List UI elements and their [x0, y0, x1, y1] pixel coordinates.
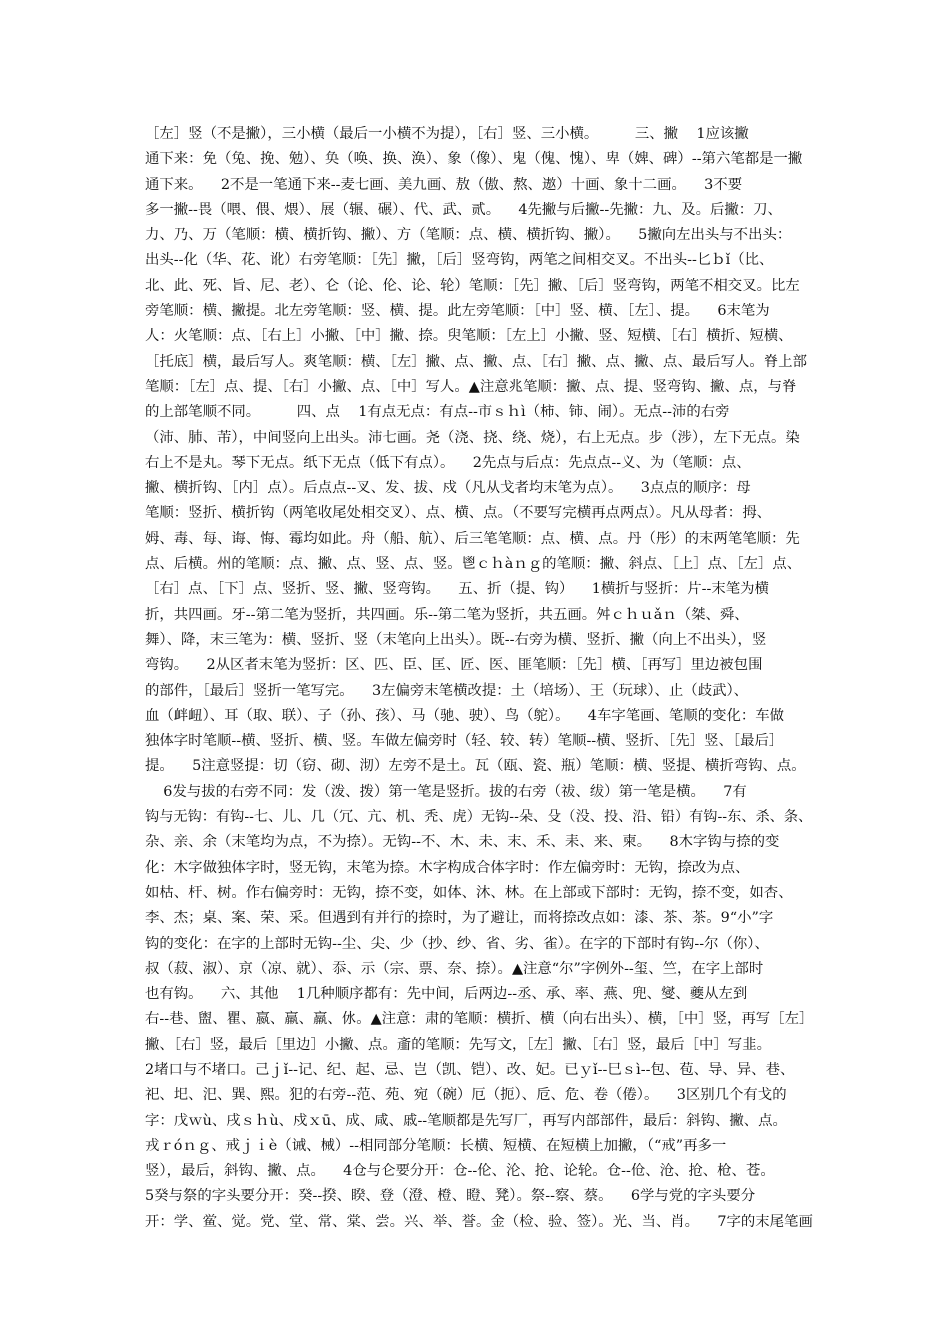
text-line: 折，共四画。牙--第二笔为竖折，共四画。乐--第二笔为竖折，共五画。舛ｃｈｕǎｎ（桀、舜、: [145, 606, 749, 623]
text-line: 钩与无钩：有钩--七、儿、几（冗、亢、机、秃、虎）无钩--朵、殳（没、投、沿、铅）有钩--东、杀、条、: [145, 809, 813, 826]
text-line: 叔（菽、淑）、京（凉、就）、忝、示（宗、票、奈、捺）。▲注意“尔”字例外--玺、竺，在字上部时: [145, 960, 764, 977]
text-line: 如枯、杆、树。作右偏旁时：无钩，捺不变，如体、沐、林。在上部或下部时：无钩，捺不变，如杏、: [145, 884, 793, 901]
text-line: 5癸与祭的字头要分开：癸--揆、睽、登（澄、橙、瞪、凳）。祭--察、蔡。 6学与党的字头要分: [145, 1188, 756, 1205]
text-line: 钩的变化：在字的上部时无钩--尘、尖、少（抄、纱、省、劣、雀）。在字的下部时有钩--尔（你）、: [145, 935, 769, 952]
text-line: 笔顺：［左］点、提、［右］小撇、点、［中］写人。▲注意兆笔顺：撇、点、提、竖弯钩、撇、点，与脊: [145, 378, 797, 395]
text-line: 舞）、降，末三笔为：横、竖折、竖（末笔向上出头）。既--右旁为横、竖折、撇（向上不出头），竖: [145, 631, 767, 648]
text-line: 通下来。 2不是一笔通下来--麦七画、美九画、敖（傲、熬、遨）十画、象十二画。 3不要: [145, 176, 743, 193]
text-line: 提。 5注意竖提：切（窃、砌、沏）左旁不是土。瓦（瓯、瓷、瓶）笔顺：横、竖提、横折弯钩、点。: [145, 758, 806, 775]
text-line: 撇、［右］竖，最后［里边］小撇、点。齑的笔顺：先写文，［左］撇、［右］竖，最后［中］写韭。: [145, 1036, 771, 1053]
text-line: ［托底］横，最后写人。爽笔顺：横、［左］撇、点、撇、点、［右］撇、点、撇、点、最后写人。脊上部: [145, 353, 807, 370]
text-line: 开：学、鲎、觉。党、堂、常、棠、尝。兴、举、誉。金（检、验、签）。光、当、肖。 7字的末尾笔画: [145, 1213, 813, 1230]
text-line: 血（衅衄）、耳（取、联）、子（孙、孩）、马（驰、驶）、鸟（鸵）。 4车字笔画、笔顺的变化：车做: [145, 707, 785, 724]
text-line: 出头--化（华、花、讹）右旁笔顺：［先］撇，［后］竖弯钩，两笔之间相交叉。不出头--匕ｂǐ（比、: [145, 252, 774, 269]
text-line: 化：木字做独体字时，竖无钩，末笔为捺。木字构成合体字时：作左偏旁时：无钩，捺改为点、: [145, 859, 750, 876]
text-line: 弯钩。 2从区者末笔为竖折：区、匹、臣、匡、匠、医、匪笔顺：［先］横、［再写］里边被包围: [145, 657, 763, 674]
text-line: 力、乃、万（笔顺：横、横折钩、撇）、方（笔顺：点、横、横折钩、撇）。 5撇向左出头与不出头：: [145, 227, 792, 244]
text-line: 杂、亲、余（末笔均为点，不为捺）。无钩--不、木、未、末、禾、耒、来、柬。 8木字钩与捺的变: [145, 834, 780, 851]
text-line: 右上不是丸。琴下无点。纸下无点（低下有点）。 2先点与后点：先点点--义、为（笔顺：点、: [145, 454, 751, 471]
text-line: 通下来：免（兔、挽、勉）、奂（唤、换、涣）、象（像）、鬼（傀、愧）、卑（婢、碑）--第六笔都是一撇: [145, 151, 803, 168]
text-line: 戎ｒóｎｇ、戒ｊｉè（诫、械）--相同部分笔顺：长横、短横、在短横上加撇，（“戒”再多一: [145, 1137, 727, 1154]
text-line: 祀、圯、汜、巽、熙。犯的右旁--范、苑、宛（碗）厄（扼）、卮、危、卷（倦）。 3区别几个有戈的: [145, 1087, 787, 1104]
text-line: 人：火笔顺：点、［右上］小撇、［中］撇、捺。臾笔顺：［左上］小撇、竖、短横、［右］横折、短横、: [145, 328, 793, 345]
text-line: 点、后横。州的笔顺：点、撇、点、竖、点、竖。鬯ｃｈàｎｇ的笔顺：撇、斜点、［上］点、［左］点、: [145, 556, 802, 573]
text-line: 旁笔顺：横、撇提。北左旁笔顺：竖、横、提。此左旁笔顺：［中］竖、横、［左］、提。 6末笔为: [145, 303, 770, 320]
text-line: 的部件，［最后］竖折一笔写完。 3左偏旁末笔横改提：土（培场）、王（玩球）、止（歧武）、: [145, 682, 749, 699]
body-text: [145, 122, 815, 1235]
text-line: ［左］竖（不是撇），三小横（最后一小横不为提），［右］竖、三小横。 三、撇 1应该撇: [145, 126, 749, 142]
text-line: 右--巷、盥、瞿、嬴、羸、羸、㲻。▲注意：肃的笔顺：横折、横（向右出头）、横，［中］竖，再写［左］: [145, 1011, 814, 1028]
text-line: ［右］点、［下］点、竖折、竖、撇、竖弯钩。 五、折（提、钩） 1横折与竖折：片--末笔为横: [145, 581, 769, 598]
text-line: 撇、横折钩、［内］点）。后点点--叉、发、拔、戍（凡从戈者均末笔为点）。 3点点的顺序：母: [145, 480, 751, 497]
text-line: 北、此、死、旨、尼、老）、仑（论、伦、论、轮）笔顺：［先］撇、［后］竖弯钩，两笔不相交叉。比左: [145, 277, 800, 294]
text-line: 6发与拔的右旁不同：发（泼、拨）第一笔是竖折。拔的右旁（祓、绂）第一笔是横。 7有: [145, 783, 747, 800]
text-line: 2堵口与不堵口。己ｊǐ--记、纪、起、忌、岂（凯、铠）、改、妃。已ｙǐ--巳ｓì--包、苞、导、异、巷、: [145, 1061, 795, 1078]
text-line: （沛、肺、芾），中间竖向上出头。沛七画。尧（浇、挠、绕、烧），右上无点。步（涉），左下无点。染: [145, 429, 800, 446]
text-line: 竖），最后，斜钩、撇、点。 4仓与仑要分开：仓--伦、沦、抢、论轮。仓--伧、沧、抢、枪、苍。: [145, 1163, 775, 1180]
text-line: 多一撇--畏（喂、偎、煨）、展（辗、碾）、代、武、贰。 4先撇与后撇--先撇：九、及。后撇：刀、: [145, 201, 782, 218]
text-line: 笔顺：竖折、横折钩（两笔收尾处相交叉）、点、横、点。（不要写完横再点两点）。凡从母者：拇、: [145, 505, 771, 522]
text-line: 的上部笔顺不同。 四、点 1有点无点：有点--市ｓｈì（柿、铈、闹）。无点--沛的右旁: [145, 404, 730, 421]
text-line: 李、杰；桌、案、荣、采。但遇到有并行的捺时，为了避让，而将捺改点如：漆、茶、茶。9“小”字: [145, 910, 774, 927]
text-line: 字：戊ｗù、戌ｓｈù、戍ｘū、成、咸、戚--笔顺都是先写厂，再写内部部件，最后：斜钩、撇、点。: [145, 1112, 787, 1129]
text-line: 独体字时笔顺--横、竖折、横、竖。车做左偏旁时（轻、较、转）笔顺--横、竖折、［先］竖、［最后］: [145, 733, 784, 750]
text-line: 也有钩。 六、其他 1几种顺序都有：先中间，后两边--丞、承、率、燕、兜、燮、夔从左到: [145, 986, 748, 1003]
text-line: 姆、毒、每、诲、悔、霉均如此。舟（船、航）、后三笔笔顺：点、横、点。丹（彤）的末两笔笔顺：先: [145, 530, 800, 547]
